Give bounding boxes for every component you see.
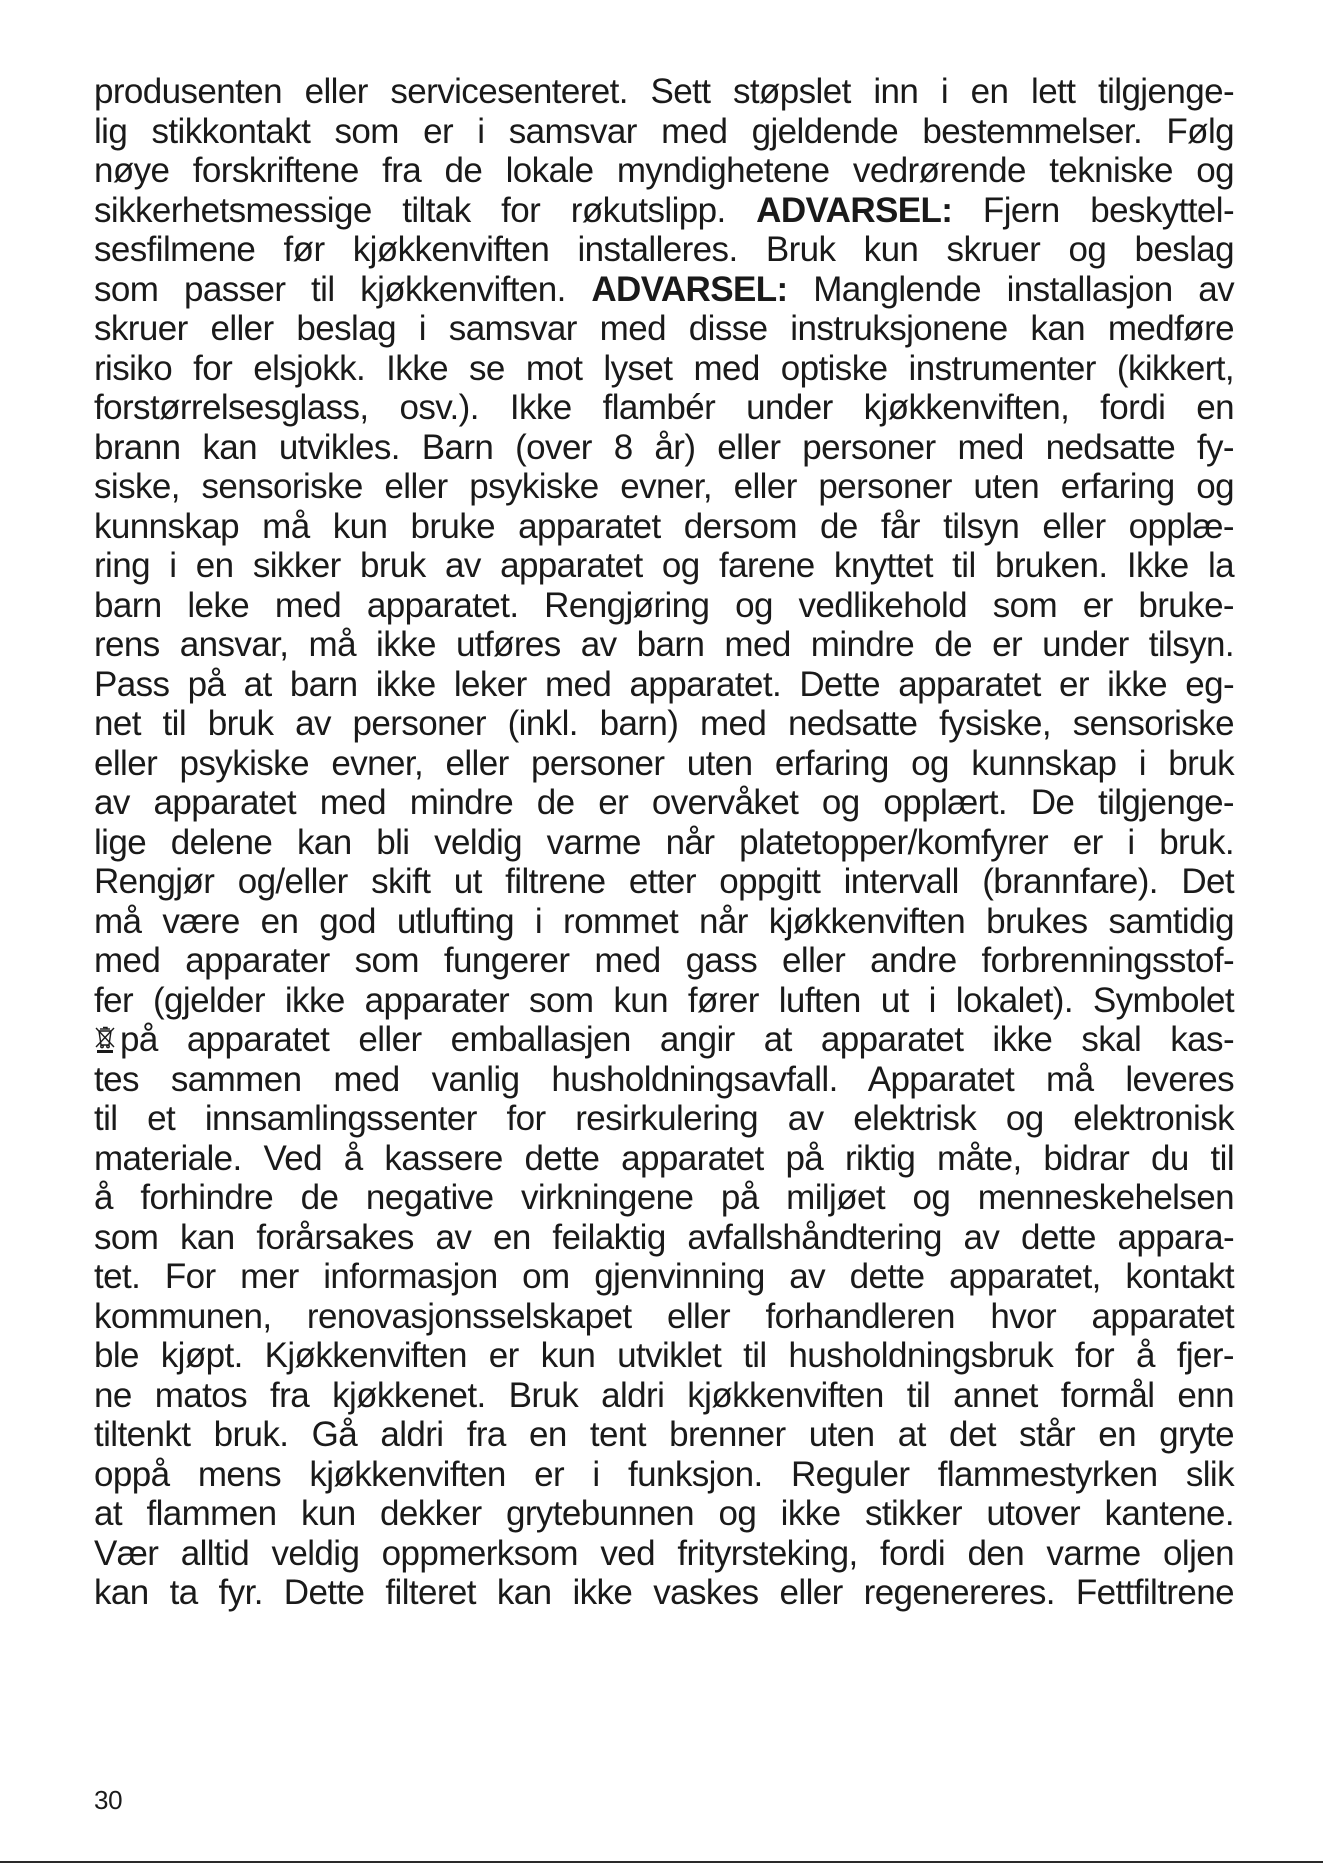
text-line bbox=[94, 1336, 1234, 1376]
text-line bbox=[94, 191, 1234, 231]
text-segment: tet. For mer informasjon om gjenvinning av dette apparatet, kontakt bbox=[94, 1257, 1234, 1296]
warning-label: ADVARSEL: bbox=[591, 269, 788, 309]
text-segment: lig stikkontakt som er i samsvar med gjeldende bestemmelser. Følg bbox=[94, 111, 1234, 151]
text-line bbox=[94, 862, 1234, 902]
text-segment: risiko for elsjokk. Ikke se mot lyset med optiske instrumenter (kikkert, bbox=[94, 348, 1234, 388]
text-line bbox=[94, 704, 1234, 744]
text-segment: som passer til kjøkkenviften. bbox=[94, 269, 592, 309]
text-line bbox=[94, 744, 1234, 784]
text-segment: til et innsamlingssenter for resirkulering av elektrisk og elektronisk bbox=[94, 1099, 1234, 1138]
text-segment: Vær alltid veldig oppmerksom ved frityrsteking, fordi den varme oljen bbox=[94, 1533, 1234, 1573]
text-segment: fer (gjelder ikke apparater som kun fører luften ut i lokalet). Symbolet bbox=[94, 980, 1234, 1020]
text-line bbox=[94, 1494, 1234, 1534]
text-line bbox=[94, 1455, 1234, 1495]
text-line bbox=[94, 72, 1234, 112]
text-segment: barn leke med apparatet. Rengjøring og vedlikehold som er bruke- bbox=[94, 585, 1234, 625]
bottom-rule bbox=[0, 1861, 1323, 1863]
page-number: 30 bbox=[94, 1785, 123, 1815]
text-line bbox=[94, 902, 1234, 942]
warning-label: ADVARSEL: bbox=[756, 190, 953, 230]
text-segment: at flammen kun dekker grytebunnen og ikke stikker utover kantene. bbox=[94, 1494, 1234, 1533]
text-line bbox=[94, 112, 1234, 152]
text-line bbox=[94, 546, 1234, 586]
text-segment: forstørrelsesglass, osv.). Ikke flambér under kjøkkenviften, fordi en bbox=[94, 388, 1234, 427]
text-segment: tes sammen med vanlig husholdningsavfall. Apparatet må leveres bbox=[94, 1059, 1234, 1099]
text-line bbox=[94, 349, 1234, 389]
text-segment: Fjern beskyttel- bbox=[952, 190, 1234, 230]
text-line bbox=[94, 1297, 1234, 1337]
text-line bbox=[94, 1020, 1234, 1060]
text-segment: skruer eller beslag i samsvar med disse instruksjonene kan medføre bbox=[94, 309, 1234, 348]
text-line bbox=[94, 309, 1234, 349]
text-line bbox=[94, 783, 1234, 823]
text-segment: lige delene kan bli veldig varme når platetopper/komfyrer er i bruk. bbox=[94, 822, 1234, 862]
text-segment: brann kan utvikles. Barn (over 8 år) eller personer med nedsatte fy- bbox=[94, 427, 1234, 467]
text-segment: Pass på at barn ikke leker med apparatet. Dette apparatet er ikke eg- bbox=[94, 664, 1234, 704]
text-line bbox=[94, 1257, 1234, 1297]
text-segment: net til bruk av personer (inkl. barn) med nedsatte fysiske, sensoriske bbox=[94, 704, 1234, 743]
text-segment: materiale. Ved å kassere dette apparatet på riktig måte, bidrar du til bbox=[94, 1138, 1234, 1178]
text-segment: kan ta fyr. Dette filteret kan ikke vaskes eller regenereres. Fettfiltrene bbox=[94, 1573, 1234, 1612]
text-segment: ring i en sikker bruk av apparatet og farene knyttet til bruken. Ikke la bbox=[94, 546, 1234, 585]
text-segment: av apparatet med mindre de er overvåket og opplært. De tilgjenge- bbox=[94, 783, 1234, 822]
text-line bbox=[94, 1178, 1234, 1218]
text-segment: sesfilmene før kjøkkenviften installeres. Bruk kun skruer og beslag bbox=[94, 230, 1234, 269]
weee-bin-icon bbox=[94, 1024, 116, 1054]
text-line bbox=[94, 823, 1234, 863]
text-line bbox=[94, 151, 1234, 191]
text-segment: nøye forskriftene fra de lokale myndighetene vedrørende tekniske og bbox=[94, 151, 1234, 190]
text-line bbox=[94, 1573, 1234, 1613]
text-line bbox=[94, 428, 1234, 468]
text-segment: på apparatet eller emballasjen angir at apparatet ikke skal kas- bbox=[120, 1020, 1234, 1059]
text-line bbox=[94, 1060, 1234, 1100]
text-segment: tiltenkt bruk. Gå aldri fra en tent brenner uten at det står en gryte bbox=[94, 1415, 1234, 1454]
text-line bbox=[94, 1139, 1234, 1179]
text-segment: siske, sensoriske eller psykiske evner, eller personer uten erfaring og bbox=[94, 467, 1234, 506]
text-line bbox=[94, 467, 1234, 507]
text-segment: ble kjøpt. Kjøkkenviften er kun utviklet til husholdningsbruk for å fjer- bbox=[94, 1336, 1234, 1375]
text-segment: kunnskap må kun bruke apparatet dersom de får tilsyn eller opplæ- bbox=[94, 506, 1234, 546]
text-segment: som kan forårsakes av en feilaktig avfallshåndtering av dette appara- bbox=[94, 1217, 1234, 1257]
text-line bbox=[94, 1218, 1234, 1258]
text-line bbox=[94, 586, 1234, 626]
text-segment: må være en god utlufting i rommet når kjøkkenviften brukes samtidig bbox=[94, 901, 1234, 941]
text-line bbox=[94, 941, 1234, 981]
text-line bbox=[94, 1099, 1234, 1139]
text-line bbox=[94, 1376, 1234, 1416]
text-segment: å forhindre de negative virkningene på miljøet og menneskehelsen bbox=[94, 1178, 1234, 1217]
text-line bbox=[94, 388, 1234, 428]
text-segment: produsenten eller servicesenteret. Sett støpslet inn i en lett tilgjenge- bbox=[94, 72, 1234, 111]
text-segment: med apparater som fungerer med gass eller andre forbrenningsstof- bbox=[94, 941, 1234, 980]
text-segment: kommunen, renovasjonsselskapet eller forhandleren hvor apparatet bbox=[94, 1296, 1234, 1336]
text-segment: Rengjør og/eller skift ut filtrene etter oppgitt intervall (brannfare). Det bbox=[94, 862, 1234, 901]
text-line bbox=[94, 507, 1234, 547]
text-line bbox=[94, 270, 1234, 310]
text-line bbox=[94, 1415, 1234, 1455]
text-segment: sikkerhetsmessige tiltak for røkutslipp. bbox=[94, 190, 757, 230]
text-segment: Manglende installasjon av bbox=[787, 269, 1234, 309]
text-line bbox=[94, 230, 1234, 270]
text-segment: eller psykiske evner, eller personer uten erfaring og kunnskap i bruk bbox=[94, 743, 1234, 783]
text-segment: ne matos fra kjøkkenet. Bruk aldri kjøkkenviften til annet formål enn bbox=[94, 1375, 1234, 1415]
text-line bbox=[94, 981, 1234, 1021]
text-segment: oppå mens kjøkkenviften er i funksjon. Reguler flammestyrken slik bbox=[94, 1454, 1234, 1494]
body-text bbox=[94, 72, 1234, 1613]
text-line bbox=[94, 665, 1234, 705]
text-segment: rens ansvar, må ikke utføres av barn med mindre de er under tilsyn. bbox=[94, 625, 1234, 664]
text-line bbox=[94, 625, 1234, 665]
text-line bbox=[94, 1534, 1234, 1574]
